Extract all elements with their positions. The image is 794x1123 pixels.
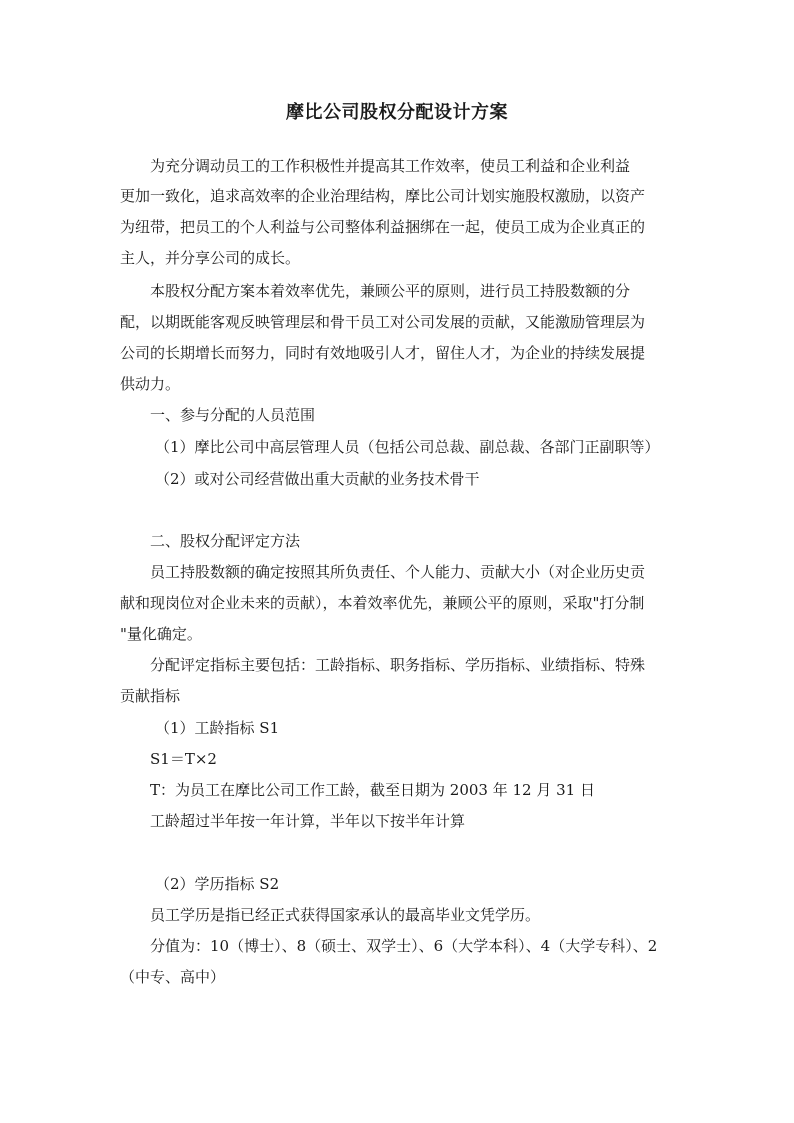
paragraph-line: 配，以期既能客观反映管理层和骨干员工对公司发展的贡献，又能激励管理层为: [120, 313, 646, 331]
paragraph-line: 为充分调动员工的工作积极性并提高其工作效率，使员工利益和企业利益: [150, 157, 631, 175]
paragraph-line: 公司的长期增长而努力，同时有效地吸引人才，留住人才，为企业的持续发展提: [120, 344, 646, 362]
paragraph-line: 分配评定指标主要包括：工龄指标、职务指标、学历指标、业绩指标、特殊: [150, 656, 646, 674]
paragraph-line: 贡献指标: [120, 687, 181, 705]
list-item: （1）摩比公司中高层管理人员（包括公司总裁、副总裁、各部门正副职等）: [155, 438, 660, 456]
paragraph-line: 分值为：10（博士）、8（硕士、双学士）、6（大学本科）、4（大学专科）、2: [150, 937, 658, 955]
document-title: 摩比公司股权分配设计方案: [286, 102, 508, 123]
paragraph-line: 供动力。: [120, 375, 181, 393]
paragraph-line: 为纽带，把员工的个人利益与公司整体利益捆绑在一起，使员工成为企业真正的: [120, 218, 646, 236]
paragraph-line: 更加一致化，追求高效率的企业治理结构，摩比公司计划实施股权激励，以资产: [120, 187, 646, 205]
section-heading: 一、参与分配的人员范围: [150, 406, 316, 424]
paragraph-line: （中专、高中）: [120, 968, 226, 986]
paragraph-line: 员工持股数额的确定按照其所负责任、个人能力、贡献大小（对企业历史贡: [150, 563, 646, 581]
paragraph-line: 本股权分配方案本着效率优先，兼顾公平的原则，进行员工持股数额的分: [150, 282, 631, 300]
list-item: （1）工龄指标 S1: [155, 719, 280, 737]
paragraph-line: "量化确定。: [120, 625, 202, 643]
paragraph-line: 工龄超过半年按一年计算，半年以下按半年计算: [150, 812, 466, 830]
list-item: （2）学历指标 S2: [155, 875, 280, 893]
paragraph-line: 主人，并分享公司的成长。: [120, 249, 301, 267]
list-item: （2）或对公司经营做出重大贡献的业务技术骨干: [155, 470, 480, 488]
paragraph-line: 员工学历是指已经正式获得国家承认的最高毕业文凭学历。: [150, 906, 541, 924]
section-heading: 二、股权分配评定方法: [150, 532, 301, 550]
paragraph-line: 献和现岗位对企业未来的贡献），本着效率优先，兼顾公平的原则，采取"打分制: [120, 594, 645, 612]
formula-line: S1＝T×2: [150, 750, 217, 768]
paragraph-line: T：为员工在摩比公司工作工龄，截至日期为 2003 年 12 月 31 日: [150, 781, 595, 799]
